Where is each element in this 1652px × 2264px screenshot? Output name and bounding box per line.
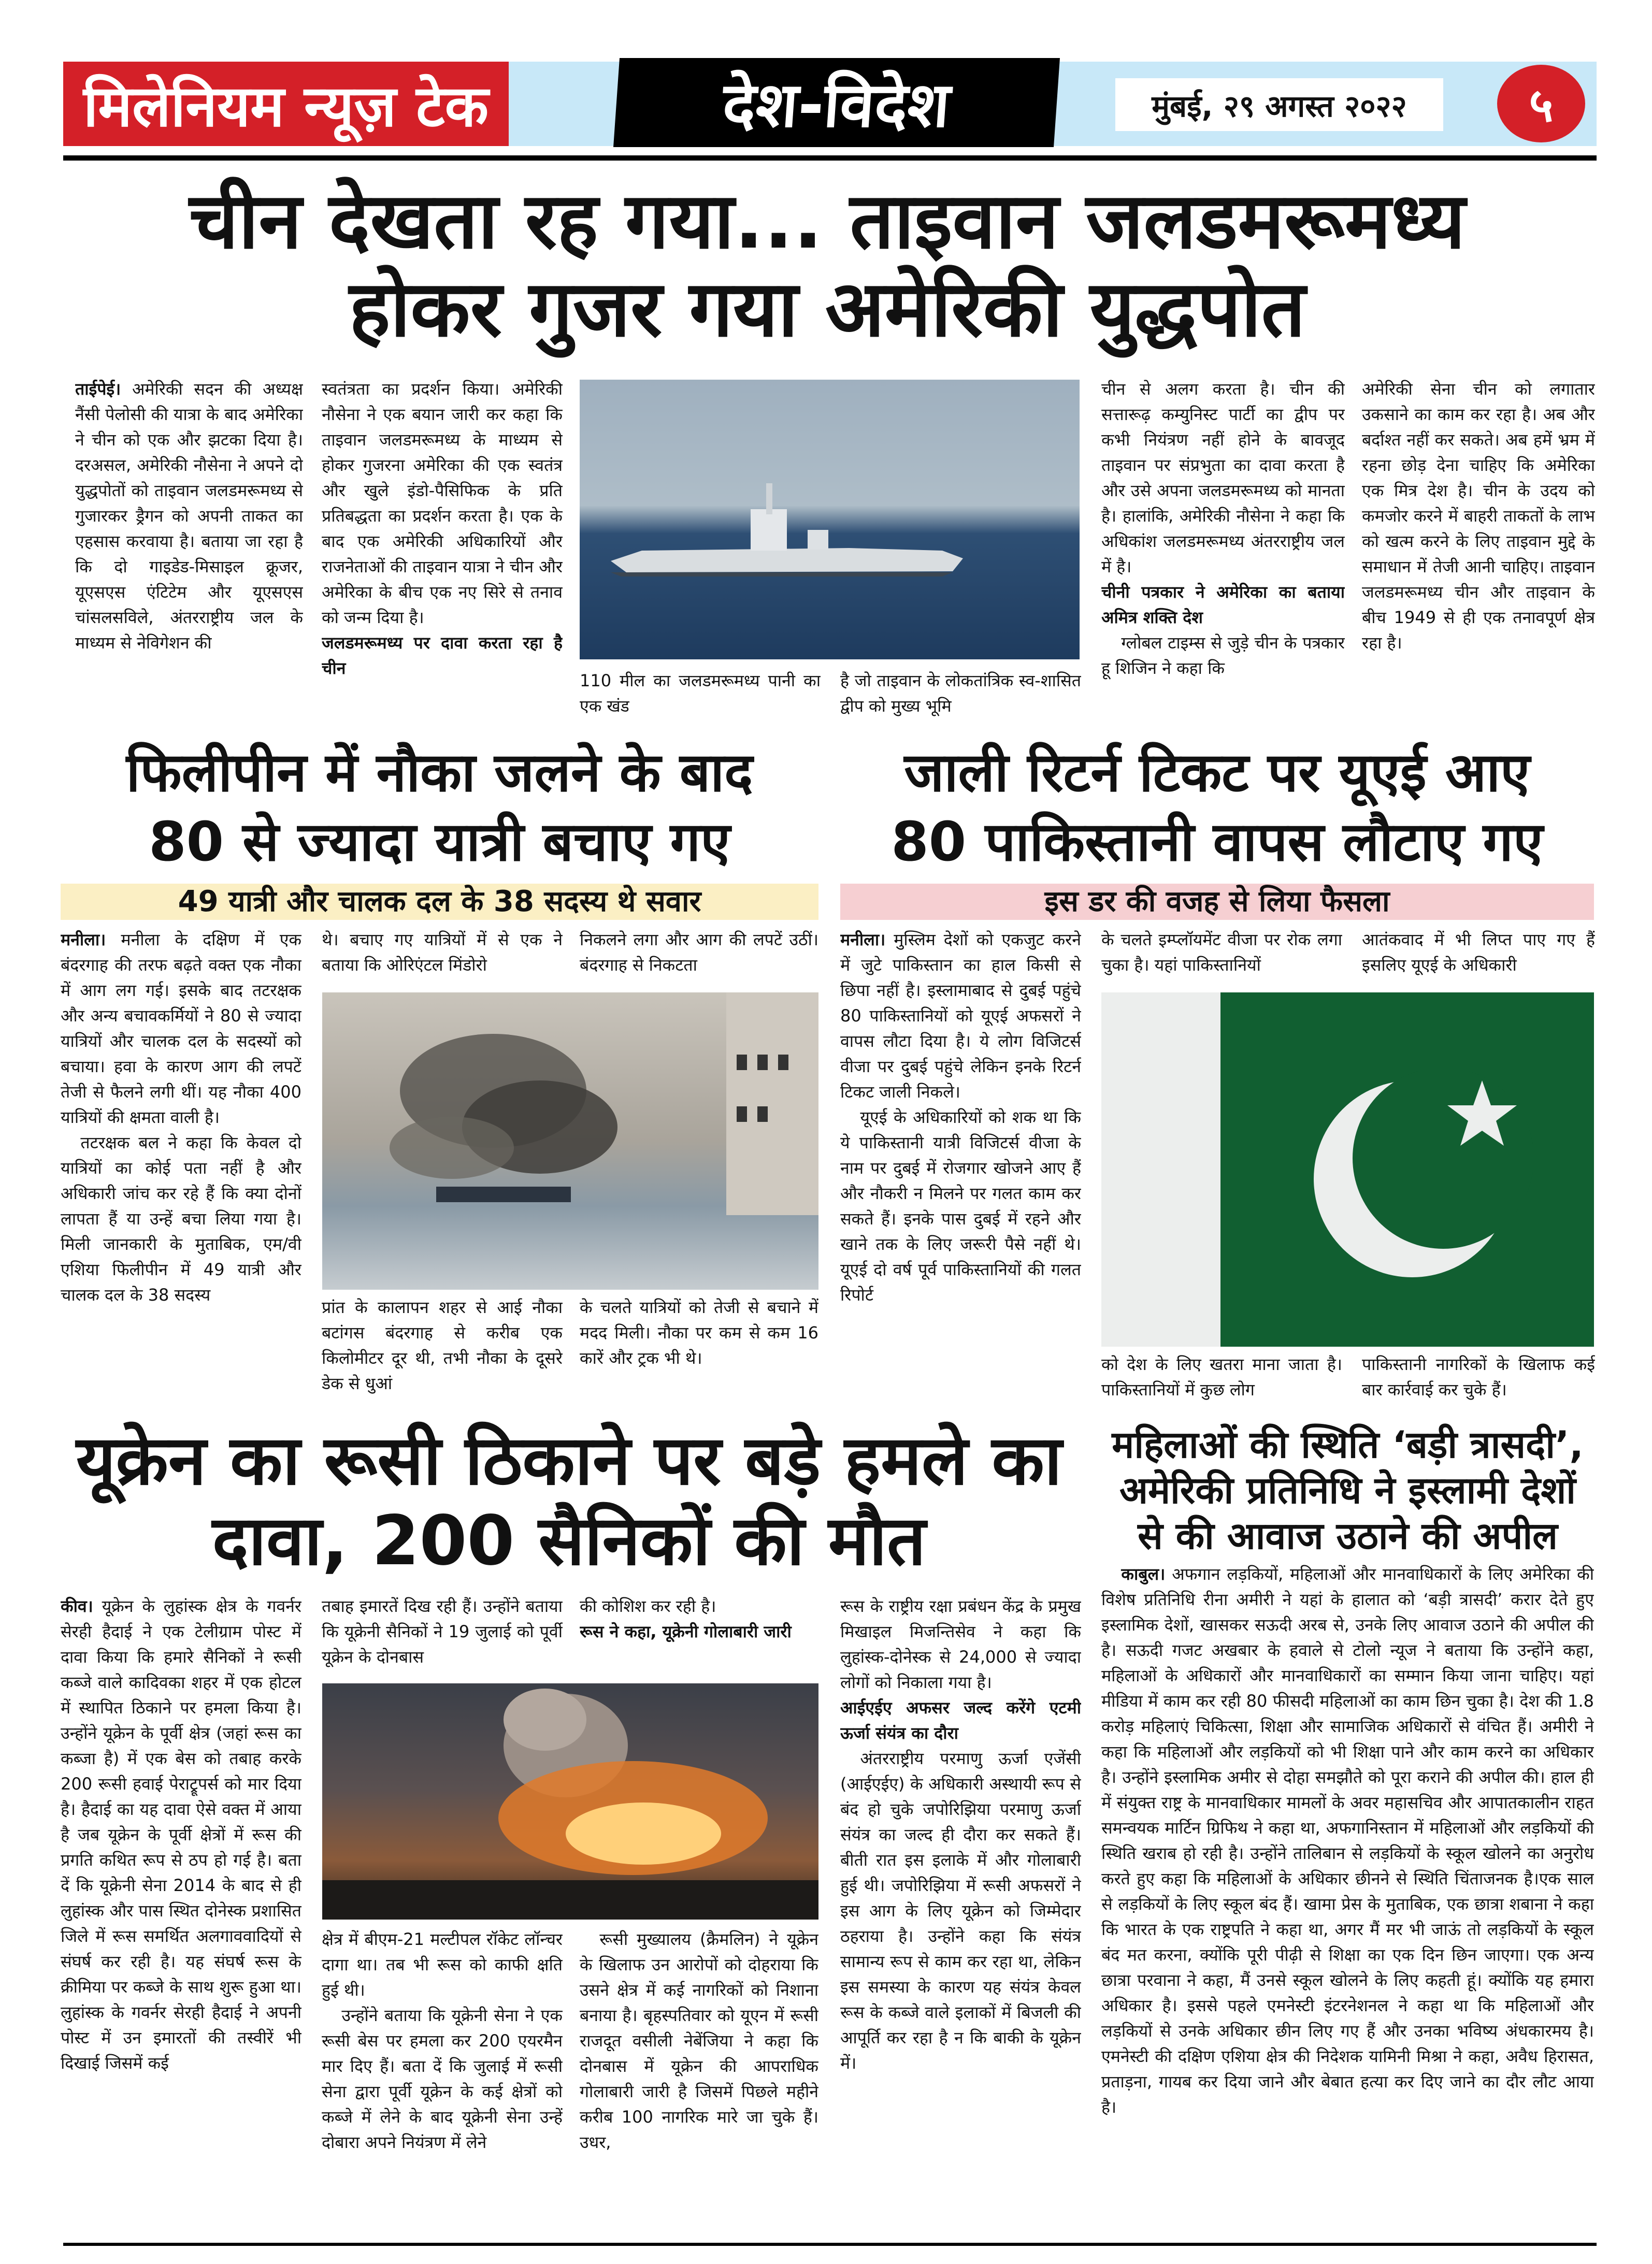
subheading: आईएईए अफसर जल्द करेंगे एटमी ऊर्जा संयंत्र का दौरा xyxy=(840,1698,1081,1743)
body-text: अमेरिकी सेना चीन को लगातार उकसाने का काम कर रहा है। अब और बर्दाश्त नहीं कर सकते। अब हमें भ्रम में रहना छोड़ देना चाहिए कि अमेरिका एक मित्र देश है। चीन के उदय को कमजोर करने में बाहरी ताकतों के लाभ को खत्म करने के लिए ताइवान मुद्दे के समाधान में तेजी आनी चाहिए। ताइवान जलडमरूमध्य चीन और ताइवान के बीच 1949 से ही एक तनावपूर्ण क्षेत्र रहा है। xyxy=(1362,379,1595,653)
body-text: को देश के लिए खतरा माना जाता है। पाकिस्तानियों में कुछ लोग xyxy=(1101,1354,1342,1400)
body-text: अफगान लड़कियों, महिलाओं और मानवाधिकारों के लिए अमेरिका की विशेष प्रतिनिधि रीना अमीरी ने यहां के हालात को ‘बड़ी त्रासदी’ करार देते हुए इस्लामिक देशों, खासकर सऊदी अरब से, उनके लिए आवाज उठाने की अपील की है। सऊदी गजट अखबार के हवाले से टोलो न्यूज ने बताया कि उन्होंने कहा, महिलाओं के अधिकारों और मानवाधिकारों का सम्मान किया जाना चाहिए। यहां मीडिया में काम कर रही 80 फीसदी महिलाओं का काम छिन चुका है। देश की 1.8 करोड़ महिलाएं चिकित्सा, शिक्षा और सामाजिक अधिकारों से वंचित हैं। अमीरी ने कहा कि महिलाओं और लड़कियों को भी शिक्षा पाने और काम करने का अधिकार है। उन्होंने इस्लामिक अमीर से दोहा समझौते को पूरा कराने की अपील की। हाल ही में संयुक्त राष्ट्र के मानवाधिकार मामलों के अवर महासचिव और आपातकालीन राहत समन्वयक मार्टिन ग्रिफिथ ने कहा था, अफगानिस्तान में महिलाओं और लड़कियों की स्थिति खराब हो रही है। उन्होंने तालिबान से लड़कियों के स्कूल खोलने का अनुरोध करते हुए कहा कि महिलाओं के अधिकार छीनने से स्थिति चिंताजनक है।एक साल से लड़कियों के लिए स्कूल बंद हैं। खामा प्रेस के मुताबिक, एक छात्रा शबाना ने कहा कि भारत के एक राष्ट्रपति ने कहा था, अगर मैं मर भी जाऊं तो लड़कियों के स्कूल बंद मत करना, क्योंकि पूरी पीढ़ी से शिक्षा का एक दिन छिन जाएगा। एक अन्य छात्रा परवाना ने कहा, मैं उनसे स्कूल खोलने के लिए कहती हूं। क्योंकि यह हमारा अधिकार है। इससे पहले एमनेस्टी इंटरनेशनल ने कहा था कि महिलाओं और लड़कियों से उनके अधिकार छीन लिए गए हैं और उनका भविष्य अंधकारमय है। एमनेस्टी की दक्षिण एशिया क्षेत्र की निदेशक यामिनी मिश्रा ने कहा, अवैध हिरासत, प्रताड़ना, गायब कर दिया जाने और बेबात हत्या कर दिए जाने का दौर लौट आया है। xyxy=(1101,1564,1594,2117)
article-column xyxy=(61,927,301,1406)
brand-logo: मिलेनियम न्यूज़ टेक xyxy=(63,62,509,146)
article-column xyxy=(580,1927,818,2238)
body-text: है जो ताइवान के लोकतांत्रिक स्व-शासित द्वीप को मुख्य भूमि xyxy=(840,671,1081,716)
article-column xyxy=(322,1927,563,2238)
article-column xyxy=(580,1594,818,1679)
article-column xyxy=(840,668,1081,725)
body-text: के चलते इम्प्लॉयमेंट वीजा पर रोक लगा चुका है। यहां पाकिस्तानियों xyxy=(1101,930,1342,975)
page-number: ५ xyxy=(1497,65,1585,142)
headline-line: 80 पाकिस्तानी वापस लौटाए गए xyxy=(891,810,1543,873)
article-column xyxy=(322,1295,563,1406)
article-column xyxy=(580,668,821,725)
subheading: जलडमरूमध्य पर दावा करता रहा है चीन xyxy=(322,633,563,678)
article-column xyxy=(580,1295,818,1406)
body-text: यूएई के अधिकारियों को शक था कि ये पाकिस्तानी यात्री विजिटर्स वीजा के नाम पर दुबई में रोजगार खोजने आए हैं और नौकरी न मिलने पर गलत काम कर सकते हैं। इनके पास दुबई में रहने और खाने तक के लिए जरूरी पैसे नहीं थे। यूएई दो वर्ष पूर्व पाकिस्तानियों की गलत रिपोर्ट xyxy=(840,1107,1081,1305)
article-column xyxy=(840,927,1081,1406)
body-text: मनीला के दक्षिण में एक बंदरगाह की तरफ बढ़ते वक्त एक नौका में आग लग गई। इसके बाद तटरक्षक और अन्य बचावकर्मियों ने 80 से ज्यादा यात्रियों और चालक दल के सदस्यों को बचाया। हवा के कारण आग की लपटें तेजी से फैलने लगी थीं। यह नौका 400 यात्रियों की क्षमता वाली है। xyxy=(61,930,301,1127)
explosion-photo xyxy=(322,1683,818,1920)
body-text: 110 मील का जलडमरूमध्य पानी का एक खंड xyxy=(580,671,821,716)
article-column xyxy=(1101,1562,1594,2238)
body-text: प्रांत के कालापन शहर से आई नौका बटांगस बंदरगाह से करीब एक किलोमीटर दूर थी, तभी नौका के दूसरे डेक से धुआं xyxy=(322,1297,563,1393)
body-text: आतंकवाद में भी लिप्त पाए गए हैं इसलिए यूएई के अधिकारी xyxy=(1362,930,1595,975)
article-column xyxy=(75,377,303,729)
headline-line: महिलाओं की स्थिति ‘बड़ी त्रासदी’, xyxy=(1112,1423,1584,1466)
body-text: ग्लोबल टाइम्स से जुड़े चीन के पत्रकार हू शिजिन ने कहा कि xyxy=(1101,633,1345,678)
body-text: निकलने लगा और आग की लपटें उठीं। बंदरगाह से निकटता xyxy=(580,930,818,975)
footer-divider xyxy=(63,2243,1597,2246)
headline-line: 80 से ज्यादा यात्री बचाए गए xyxy=(149,810,730,873)
body-text: तटरक्षक बल ने कहा कि केवल दो यात्रियों का कोई पता नहीं है और अधिकारी जांच कर रहे हैं कि क्या दोनों लापता हैं या उन्हें बचा लिया गया है। मिली जानकारी के मुताबिक, एम/वी एशिया फिलीपीन में 49 यात्री और चालक दल के 38 सदस्य xyxy=(61,1133,301,1305)
body-text: अमेरिकी सदन की अध्यक्ष नैंसी पेलोसी की यात्रा के बाद अमेरिका ने चीन को एक और झटका दिया है। दरअसल, अमेरिकी नौसेना ने अपने दो युद्धपोतों को ताइवान जलडमरूमध्य से गुजारकर ड्रैगन को अपनी ताकत का एहसास करवाया है। बताया जा रहा है कि दो गाइडेड-मिसाइल क्रूजर, यूएसएस एंटिटेम और यूएसएस चांसलसविले, अंतरराष्ट्रीय जल के माध्यम से नेविगेशन की xyxy=(75,379,303,653)
subheading: रूस ने कहा, यूक्रेनी गोलाबारी जारी xyxy=(580,1622,792,1641)
article-column xyxy=(322,927,563,984)
body-text: रूसी मुख्यालय (क्रैमलिन) ने यूक्रेन के खिलाफ उन आरोपों को दोहराया कि उसने क्षेत्र में कई नागरिकों को निशाना बनाया है। बृहस्पतिवार को यूएन में रूसी राजदूत वसीली नेबेंजिया ने कहा कि दोनबास में यूक्रेन की आपराधिक गोलाबारी जारी है जिसमें पिछले महीने करीब 100 नागरिक मारे जा चुके हैं। उधर, xyxy=(580,1929,818,2152)
body-text: चीन से अलग करता है। चीन की सत्तारूढ़ कम्युनिस्ट पार्टी का द्वीप पर कभी नियंत्रण नहीं होने के बावजूद ताइवान पर संप्रभुता का दावा करता है और उसे अपना जलडमरूमध्य को मानता है। हालांकि, अमेरिकी नौसेना ने कहा कि अधिकांश जलडमरूमध्य अंतरराष्ट्रीय जल में है। xyxy=(1101,379,1345,576)
body-text: यूक्रेन के लुहांस्क क्षेत्र के गवर्नर सेरही हैदाई ने एक टेलीग्राम पोस्ट में दावा किया कि हमारे सैनिकों ने रूसी कब्जे वाले कादिवका शहर में एक होटल में स्थापित ठिकाने पर हमला किया है। उन्होंने यूक्रेन के पूर्वी क्षेत्र (जहां रूस का कब्जा है) में एक बेस को तबाह करके 200 रूसी हवाई पेराट्रूपर्स को मार दिया है। हैदाई का यह दावा ऐसे वक्त में आया है जब यूक्रेन के पूर्वी क्षेत्रों में रूस की प्रगति कथित रूप से ठप हो गई है। बता दें कि यूक्रेनी सेना 2014 के बाद से ही लुहांस्क और पास स्थित दोनेस्क प्रशासित जिले में रूस समर्थित अलगाववादियों से संघर्ष कर रही है। यह संघर्ष रूस के क्रीमिया पर कब्जे के साथ शुरू हुआ था। लुहांस्क के गवर्नर सेरही हैदाई ने अपनी पोस्ट में उन इमारतों की तस्वीरें भी दिखाई जिसमें कई xyxy=(61,1596,301,2073)
headline-line: से की आवाज उठाने की अपील xyxy=(1138,1514,1558,1558)
body-text: अंतरराष्ट्रीय परमाणु ऊर्जा एजेंसी (आईएईए) के अधिकारी अस्थायी रूप से बंद हो चुके जपोरिझिया परमाणु ऊर्जा संयंत्र का जल्द ही दौरा कर सकते हैं। बीती रात इस इलाके में और गोलाबारी हुई थी। जपोरिझिया में रूसी अफसरों ने इस आग के लिए यूक्रेन को जिम्मेदार ठहराया है। उन्होंने कहा कि संयंत्र सामान्य रूप से काम कर रहा था, लेकिन इस समस्या के कारण यह संयंत्र केवल रूस के कब्जे वाले इलाकों में बिजली की आपूर्ति कर रहा है न कि बाकी के यूक्रेन में। xyxy=(840,1749,1081,2073)
body-text: तबाह इमारतें दिख रही हैं। उन्होंने बताया कि यूक्रेनी सैनिकों ने 19 जुलाई को पूर्वी यूक्रेन के दोनबास xyxy=(322,1596,563,1667)
dateline: कीव। xyxy=(61,1596,93,1616)
article-column xyxy=(322,377,563,729)
body-text: स्वतंत्रता का प्रदर्शन किया। अमेरिकी नौसेना ने एक बयान जारी कर कहा कि ताइवान जलडमरूमध्य के माध्यम से होकर गुजरना अमेरिका की एक स्वतंत्र और खुले इंडो-पैसिफिक के प्रति प्रतिबद्धता का प्रदर्शन करता है। एक के बाद एक अमेरिकी अधिकारियों और राजनेताओं की ताइवान यात्रा ने चीन और अमेरिका के बीच एक नए सिरे से तनाव को जन्म दिया है। xyxy=(322,379,563,627)
headline-line: अमेरिकी प्रतिनिधि ने इस्लामी देशों xyxy=(1119,1468,1576,1512)
header-divider xyxy=(63,155,1597,161)
subheadline-banner: इस डर की वजह से लिया फैसला xyxy=(840,884,1594,920)
headline-line: दावा, 200 सैनिकों की मौत xyxy=(212,1501,926,1581)
subheadline-banner: 49 यात्री और चालक दल के 38 सदस्य थे सवार xyxy=(61,884,818,920)
article-column xyxy=(580,927,818,984)
article-column xyxy=(840,1594,1081,2239)
article-column xyxy=(1101,927,1342,984)
dateline: मनीला। xyxy=(61,930,106,949)
section-title: देश-विदेश xyxy=(613,58,1060,147)
article-column xyxy=(322,1594,563,1679)
pakistan-flag-photo xyxy=(1101,992,1594,1347)
article-column xyxy=(1362,1352,1595,1406)
body-text: मुस्लिम देशों को एकजुट करने में जुटे पाकिस्तान का हाल किसी से छिपा नहीं है। इस्लामाबाद से दुबई पहुंचे 80 पाकिस्तानियों को यूएई अफसरों ने वापस लौटा दिया है। ये लोग विजिटर्स वीजा पर दुबई पहुंचे लेकिन इनके रिटर्न टिकट जाली निकले। xyxy=(840,930,1081,1102)
body-text: की कोशिश कर रही है। xyxy=(580,1596,716,1616)
headline-line: यूक्रेन का रूसी ठिकाने पर बड़े हमले का xyxy=(76,1421,1062,1501)
headline-line: चीन देखता रह गया... ताइवान जलडमरूमध्य xyxy=(189,176,1466,266)
headline-line: होकर गुजर गया अमेरिकी युद्धपोत xyxy=(349,264,1306,354)
headline-line: जाली रिटर्न टिकट पर यूएई आए xyxy=(904,741,1530,804)
subheading: चीनी पत्रकार ने अमेरिका का बताया अमित्र शक्ति देश xyxy=(1101,582,1345,627)
dateline: मनीला। xyxy=(840,930,886,949)
warship-photo xyxy=(580,380,1080,659)
body-text: रूस के राष्ट्रीय रक्षा प्रबंधन केंद्र के प्रमुख मिखाइल मिजन्तिसेव ने कहा कि लुहांस्क-दोनेस्क से 24,000 से ज्यादा लोगों को निकाला गया है। xyxy=(840,1596,1081,1692)
issue-date: मुंबई, २९ अगस्त २०२२ xyxy=(1115,78,1443,131)
body-text: पाकिस्तानी नागरिकों के खिलाफ कई बार कार्रवाई कर चुके हैं। xyxy=(1362,1354,1595,1400)
dateline: ताईपेई। xyxy=(75,379,121,399)
article-column xyxy=(1101,377,1345,729)
article-column xyxy=(1101,1352,1342,1406)
article-column xyxy=(1362,927,1595,984)
body-text: थे। बचाए गए यात्रियों में से एक ने बताया कि ओरिएंटल मिंडोरो xyxy=(322,930,563,975)
body-text: क्षेत्र में बीएम-21 मल्टीपल रॉकेट लॉन्चर दागा था। तब भी रूस को काफी क्षति हुई थी। xyxy=(322,1929,563,2000)
body-text: उन्होंने बताया कि यूक्रेनी सेना ने एक रूसी बेस पर हमला कर 200 एयरमैन मार दिए हैं। बता दें कि जुलाई में रूसी सेना द्वारा पूर्वी यूक्रेन के कई क्षेत्रों को कब्जे में लेने के बाद यूक्रेनी सेना उन्हें दोबारा अपने नियंत्रण में लेने xyxy=(322,2006,563,2152)
dateline: काबुल। xyxy=(1121,1564,1166,1584)
article-column xyxy=(1362,377,1595,729)
article-column xyxy=(61,1594,301,2239)
burning-ferry-photo xyxy=(322,992,818,1290)
body-text: के चलते यात्रियों को तेजी से बचाने में मदद मिली। नौका पर कम से कम 16 कारें और ट्रक भी थे। xyxy=(580,1297,818,1368)
headline-line: फिलीपीन में नौका जलने के बाद xyxy=(126,741,753,804)
